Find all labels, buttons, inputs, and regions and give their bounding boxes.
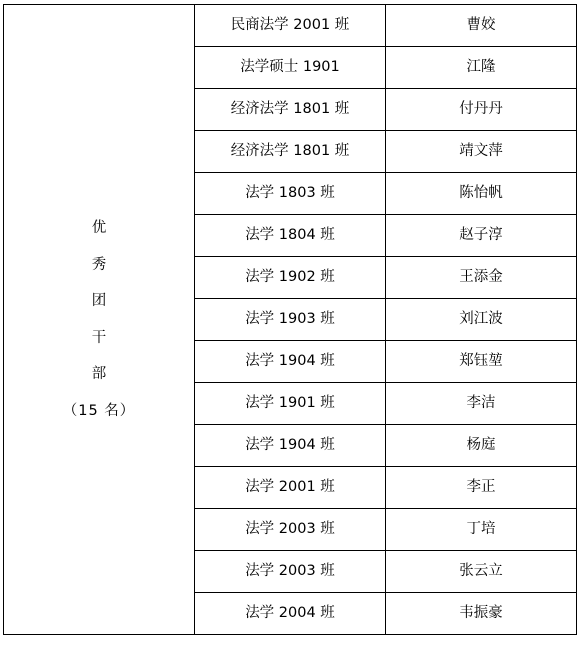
class-cell: 法学 2003 班 [195, 551, 386, 593]
name-cell: 赵子淳 [386, 215, 577, 257]
category-char: 干 [91, 329, 107, 346]
class-cell: 法学 1902 班 [195, 257, 386, 299]
table-row [4, 5, 577, 47]
name-cell: 刘江波 [386, 299, 577, 341]
class-cell: 法学 2001 班 [195, 467, 386, 509]
name-cell: 陈怡帆 [386, 173, 577, 215]
name-cell: 李洁 [386, 383, 577, 425]
class-cell: 法学 2003 班 [195, 509, 386, 551]
name-cell: 王添金 [386, 257, 577, 299]
class-cell: 法学 1901 班 [195, 383, 386, 425]
category-cell [4, 5, 195, 635]
name-cell: 杨庭 [386, 425, 577, 467]
class-cell: 法学 1804 班 [195, 215, 386, 257]
name-cell: 李正 [386, 467, 577, 509]
name-cell: 靖文萍 [386, 131, 577, 173]
name-cell: 付丹丹 [386, 89, 577, 131]
class-cell: 经济法学 1801 班 [195, 89, 386, 131]
award-table-body [4, 5, 577, 635]
class-cell: 民商法学 2001 班 [195, 5, 386, 47]
class-cell: 法学 1803 班 [195, 173, 386, 215]
name-cell: 郑钰堃 [386, 341, 577, 383]
name-cell: 丁培 [386, 509, 577, 551]
category-char: 团 [91, 293, 107, 309]
award-table [3, 4, 577, 635]
class-cell: 经济法学 1801 班 [195, 131, 386, 173]
category-char: 部 [91, 366, 107, 382]
class-cell: 法学 1903 班 [195, 299, 386, 341]
category-char: 秀 [91, 256, 107, 273]
class-cell: 法学 1904 班 [195, 425, 386, 467]
class-cell: 法学 2004 班 [195, 593, 386, 635]
name-cell: 张云立 [386, 551, 577, 593]
name-cell: 曹姣 [386, 5, 577, 47]
category-count: （15 名） [62, 402, 136, 419]
class-cell: 法学 1904 班 [195, 341, 386, 383]
category-char: 优 [91, 220, 107, 236]
class-cell: 法学硕士 1901 [195, 47, 386, 89]
name-cell: 韦振豪 [386, 593, 577, 635]
name-cell: 江隆 [386, 47, 577, 89]
